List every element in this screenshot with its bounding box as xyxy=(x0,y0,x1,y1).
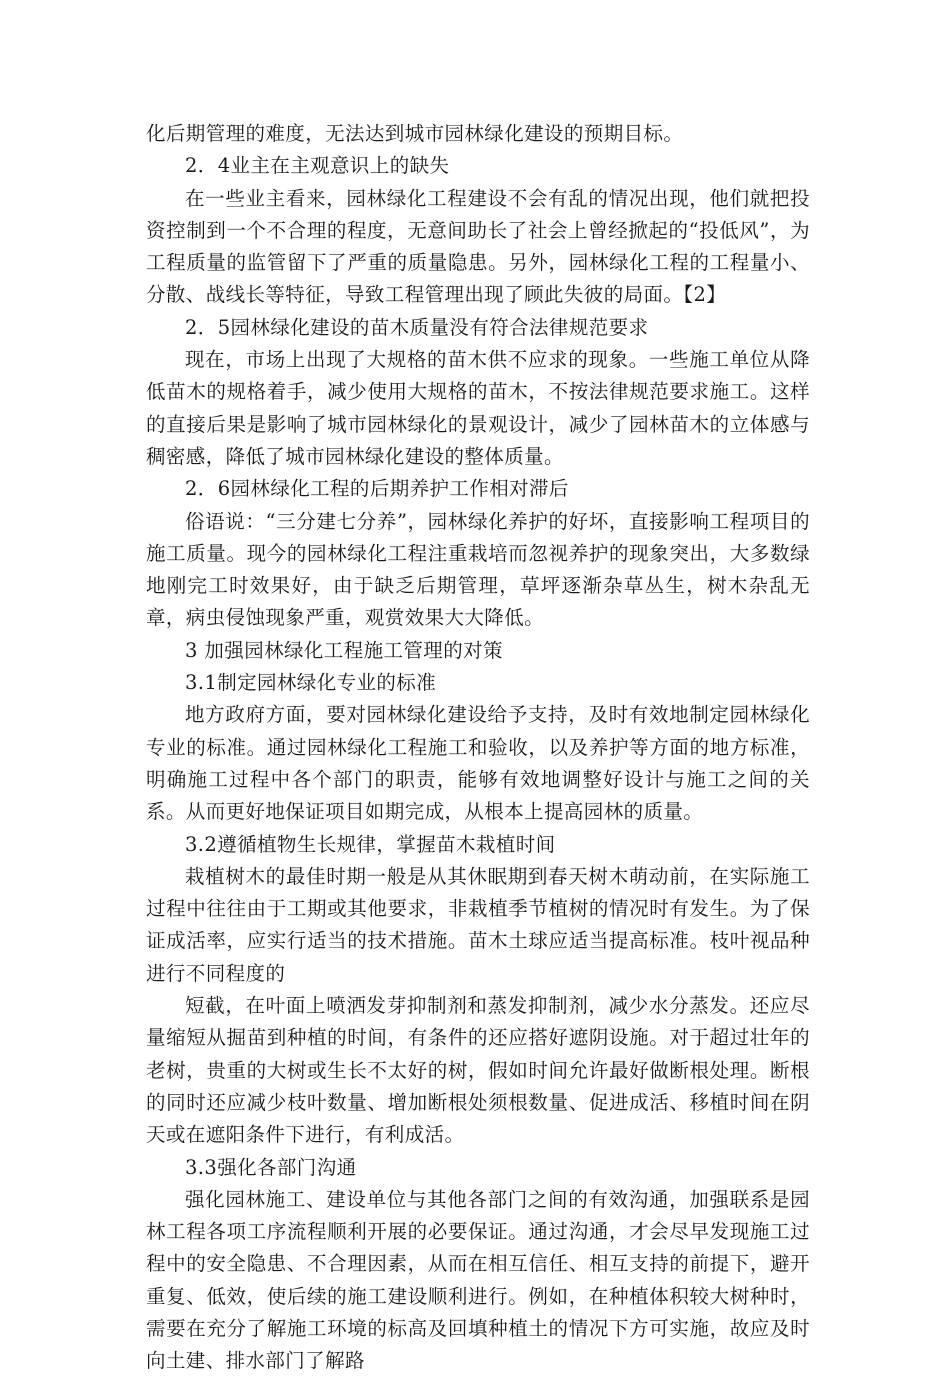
section-heading-3: 3 加强园林绿化工程施工管理的对策 xyxy=(185,638,503,662)
paragraph-owner-awareness: 在一些业主看来，园林绿化工程建设不会有乱的情况出现，他们就把投资控制到一个不合理的程度，无意间助长了社会上曾经掀起的“投低风”，为工程质量的监管留下了严重的质量隐患。另外，园林绿化工程的工程量小、分散、战线长等特征，导致工程管理出现了顾此失彼的局面。【2】 xyxy=(146,186,810,307)
section-heading-2-5: 2．5园林绿化建设的苗木质量没有符合法律规范要求 xyxy=(185,315,649,339)
document-page xyxy=(146,118,810,1378)
paragraph-continuation: 化后期管理的难度，无法达到城市园林绿化建设的预期目标。 xyxy=(146,122,684,145)
paragraph-standards: 地方政府方面，要对园林绿化建设给予支持，及时有效地制定园林绿化专业的标准。通过园林绿化工程施工和验收，以及养护等方面的地方标准，明确施工过程中各个部门的职责，能够有效地调整好设计与施工之间的关系。从而更好地保证项目如期完成，从根本上提高园林的质量。 xyxy=(146,703,810,824)
paragraph-planting-time: 栽植树木的最佳时期一般是从其休眠期到春天树木萌动前，在实际施工过程中往往由于工期或其他要求，非栽植季节植树的情况时有发生。为了保证成活率，应实行适当的技术措施。苗木土球应适当提高标准。枝叶视品种进行不同程度的 xyxy=(146,864,810,985)
paragraph-seedling-quality: 现在，市场上出现了大规格的苗木供不应求的现象。一些施工单位从降低苗木的规格着手，减少使用大规格的苗木，不按法律规范要求施工。这样的直接后果是影响了城市园林绿化的景观设计，减少了园林苗木的立体感与稠密感，降低了城市园林绿化建设的整体质量。 xyxy=(146,348,810,468)
paragraph-maintenance: 俗语说：“三分建七分养”，园林绿化养护的好坏，直接影响工程项目的施工质量。现今的园林绿化工程注重栽培而忽视养护的现象突出，大多数绿地刚完工时效果好，由于缺乏后期管理，草坪逐渐杂草丛生，树木杂乱无章，病虫侵蚀现象严重，观赏效果大大降低。 xyxy=(146,509,810,630)
section-heading-3-1: 3.1制定园林绿化专业的标准 xyxy=(185,671,437,695)
section-heading-3-3: 3.3强化各部门沟通 xyxy=(185,1155,357,1179)
paragraph-communication: 强化园林施工、建设单位与其他各部门之间的有效沟通，加强联系是园林工程各项工序流程顺利开展的必要保证。通过沟通，才会尽早发现施工过程中的安全隐患、不合理因素，从而在相互信任、相互支持的前提下，避开重复、低效，使后续的施工建设顺利进行。例如，在种植体积较大树种时，需要在充分了解施工环境的标高及回填种植土的情况下方可实施，故应及时向土建、排水部门了解路 xyxy=(146,1187,810,1373)
section-heading-3-2: 3.2遵循植物生长规律，掌握苗木栽植时间 xyxy=(185,832,556,856)
paragraph-pruning: 短截，在叶面上喷洒发芽抑制剂和蒸发抑制剂，减少水分蒸发。还应尽量缩短从掘苗到种植的时间，有条件的还应搭好遮阴设施。对于超过壮年的老树，贵重的大树或生长不太好的树，假如时间允许最好做断根处理。断根的同时还应减少枝叶数量、增加断根处须根数量、促进成活、移植时间在阴天或在遮阳条件下进行，有利成活。 xyxy=(146,994,810,1147)
section-heading-2-4: 2．4业主在主观意识上的缺失 xyxy=(185,154,450,178)
section-heading-2-6: 2．6园林绿化工程的后期养护工作相对滞后 xyxy=(185,477,569,501)
